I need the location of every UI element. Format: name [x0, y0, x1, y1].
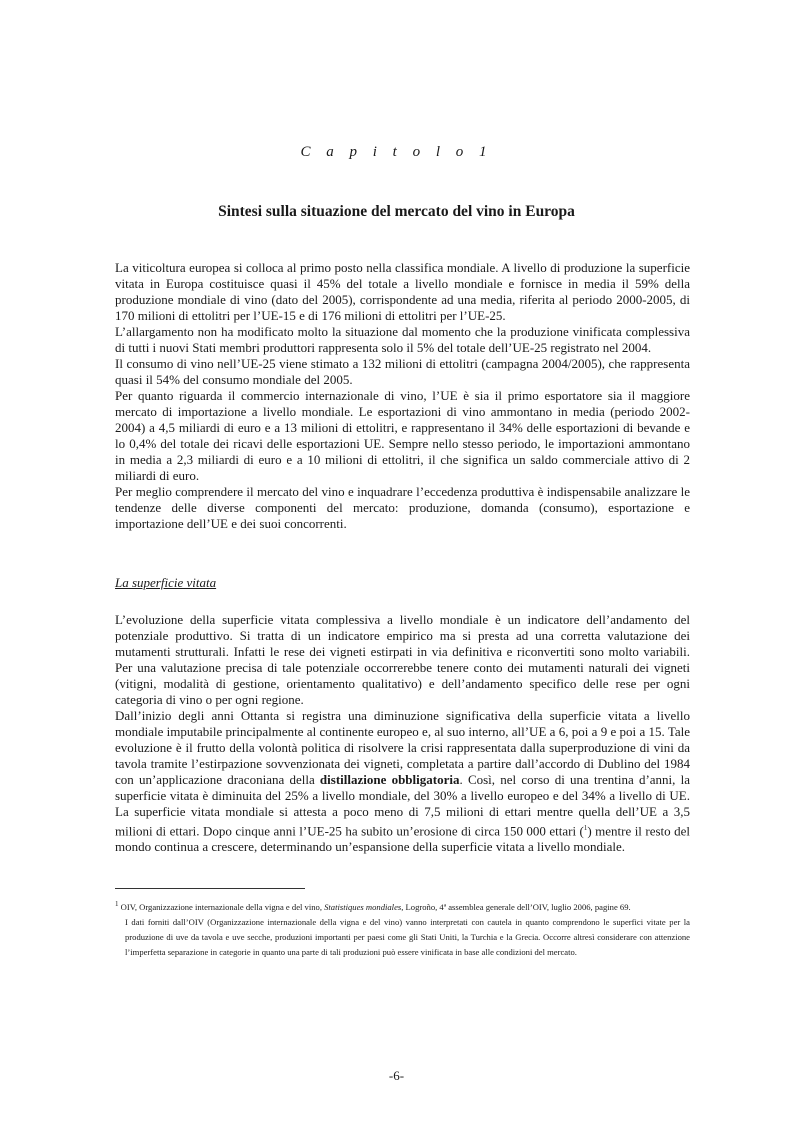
intro-paragraph: L’allargamento non ha modificato molto la situazione dal momento che la produzione vinificata complessiva di tutti i nuovi Stati membri produttori rappresenta solo il 5% del totale dell’UE-25 registrato nel 2004. — [115, 324, 690, 355]
footnote-divider — [115, 888, 305, 889]
section-paragraph: L’evoluzione della superficie vitata complessiva a livello mondiale è un indicatore dell’andamento del potenziale produttivo. Si tratta di un indicatore empirico ma si presta ad una corretta valutazione dei mutamenti strutturali. Infatti le rese dei vigneti estirpati in via definitiva e riconvertiti sono molto variabili. Per una valutazione precisa di tale potenziale occorrerebbe tenere conto dei mutamenti naturali dei vigneti (vitigni, modalità di gestione, orientamento qualitativo) e dell’andamento specifico delle rese per ogni categoria di vino o per ogni regione. — [115, 612, 690, 707]
footnote-title: Statistiques mondiales — [324, 901, 402, 912]
footnote-text: , Logroño, 4ª assemblea generale dell’OIV, luglio 2006, pagine 69. — [401, 901, 631, 912]
intro-paragraph: La viticoltura europea si colloca al primo posto nella classifica mondiale. A livello di produzione la superficie vitata in Europa costituisce quasi il 45% del totale a livello mondiale e fornisce in media il 59% della produzione mondiale di vino (dato del 2005), corrispondente ad una media, riferita al periodo 2000-2005, di 170 milioni di ettolitri per l’UE-15 e di 176 milioni di ettolitri per l’UE-25. — [115, 260, 690, 323]
paragraph-text: . Così, nel corso di una trentina d’anni, la superficie vitata è diminuita del 25% a livello mondiale, del 30% a livello europeo e del 34% a livello di UE. La superficie vitata mondiale si attesta a poco meno di 7,5 milioni di ettari mentre quella dell’UE a 3,5 milioni di ettari. Dopo cinque anni l’UE-25 ha subito un’erosione di circa 150 000 ettari ( — [115, 772, 690, 839]
bold-term: distillazione obbligatoria — [319, 772, 460, 787]
footnotes — [115, 897, 690, 960]
section-paragraph — [115, 708, 690, 855]
footnote-text: OIV, Organizzazione internazionale della vigna e del vino, — [118, 901, 325, 912]
page-title: Sintesi sulla situazione del mercato del vino in Europa — [218, 203, 575, 220]
intro-paragraph: Il consumo di vino nell’UE-25 viene stimato a 132 milioni di ettolitri (campagna 2004/2005), che rappresenta quasi il 54% del consumo mondiale del 2005. — [115, 356, 690, 387]
vineyard-section — [115, 612, 690, 855]
paragraph-text: Dall’inizio degli anni Ottanta si registra una diminuzione significativa della superficie vitata a livello mondiale imputabile principalmente al continente europeo e, al suo interno, all’UE a 6, poi a 9 e poi a 15. Tale evoluzione è il frutto della volontà politica di risolvere la crisi rappresentata dalla superproduzione di vini da tavola tramite l’estirpazione sovvenzionata dei vigneti, completata a partire dall’accordo di Dublino del 1984 con un’applicazione draconiana della — [115, 708, 690, 787]
page-number: -6- — [388, 1068, 405, 1083]
footnote-ref[interactable]: 1 — [583, 824, 588, 832]
section-heading: La superficie vitata — [115, 575, 217, 590]
footnote-line — [115, 897, 690, 915]
footnote-marker: 1 — [115, 900, 119, 908]
paragraph-text: ) mentre il resto del mondo continua a crescere, determinando un’espansione della superficie vitata a livello mondiale. — [115, 823, 690, 855]
intro-paragraph: Per meglio comprendere il mercato del vino e inquadrare l’eccedenza produttiva è indispensabile analizzare le tendenze delle diverse componenti del mercato: produzione, domanda (consumo), esportazione e importazione dell’UE e dei suoi concorrenti. — [115, 484, 690, 531]
intro-section — [115, 260, 690, 532]
footnote-line: I dati forniti dall’OIV (Organizzazione internazionale della vigna e del vino) vanno interpretati con cautela in quanto comprendono le superfici vitate per la produzione di uve da tavola e uve secche, produzioni importanti per paesi come gli Stati Uniti, la Turchia e la Grecia. Occorre altresì considerare con attenzione l’imperfetta separazione in categorie in quanto una parte di tali produzioni può essere vinificata in base alle condizioni del mercato. — [125, 916, 690, 957]
intro-paragraph: Per quanto riguarda il commercio internazionale di vino, l’UE è sia il primo esportatore sia il maggiore mercato di importazione a livello mondiale. Le esportazioni di vino ammontano in media (periodo 2002-2004) a 4,5 miliardi di euro e a 13 milioni di ettolitri, e rappresentano il 34% delle esportazioni di bevande e lo 0,4% del totale dei ricavi delle esportazioni UE. Sempre nello stesso periodo, le importazioni ammontano in media a 2,3 miliardi di euro e a 10 milioni di ettolitri, il che significa un saldo commerciale attivo di 2 miliardi di euro. — [115, 388, 690, 483]
chapter-label: C a p i t o l o 1 — [300, 144, 493, 160]
